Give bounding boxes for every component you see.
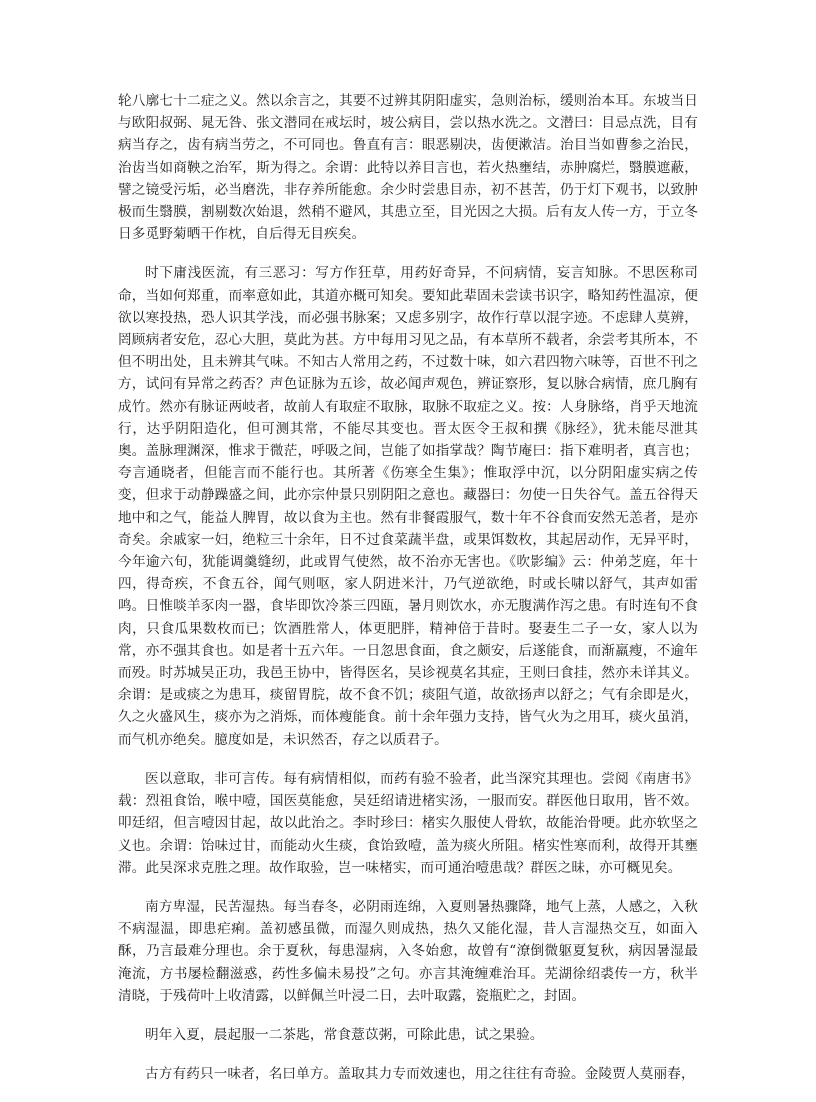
paragraph-medicine-by-insight: 医以意取，非可言传。每有病情相似，而药有验不验者，此当深究其理也。尝阅《南唐书》载：烈祖食饴，喉中噎，国医莫能愈，吴廷绍请进楮实汤，一服而安。群医他日取用，皆不效。叩廷绍，但言噎因甘起，故以此治之。李时珍曰：楮实久服使人骨软，故能治骨哽。此亦软坚之义也。余谓：饴味过甘，而能动火生痰，食饴致噎，盖为痰火所阻。楮实性寒而利，故得开其壅滞。此吴深求克胜之理。故作取验，岂一味楮实，而可通治噎患哉？群医之昧，亦可概见矣。: [118, 770, 698, 876]
paragraph-eye-disease: 轮八廓七十二症之义。然以余言之，其要不过辨其阴阳虚实，急则治标，缓则治本耳。东坡当日与欧阳叔弼、晁无咎、张文潜同在戒坛时，坡公病目，尝以热水洗之。文潜曰：目忌点洗，目有病当存之，齿有病当劳之，不可同也。鲁直有言：眼恶剔决，齿便漱洁。治目当如曹参之治民，治齿当如商鞅之治军，斯为得之。余谓：此特以养目言也，若火热壅结，赤肿腐烂，翳膜遮蔽，譬之镜受污垢，必当磨洗，非存养所能愈。余少时尝患目赤，初不甚苦，仍于灯下观书，以致肿极而生翳膜，割剔数次始退，然稍不避风，其患立至，目光因之大损。后有友人传一方，于立冬日多觅野菊晒干作枕，自后得无目疾矣。: [118, 93, 698, 243]
paragraph-next-summer-remedy: 明年入夏，晨起服一二茶匙，常食薏苡粥，可除此患，试之果验。: [145, 1026, 544, 1043]
paragraph-southern-damp-heat: 南方卑湿，民苦湿热。每当春冬，必阴雨连绵，入夏则暑热骤降，地气上蒸，人感之，入秋不病湿温，即患疟痢。盖初感虽微，而湿久则成热，热久又能化湿，昔人言湿热交互，如面入酥，乃言最难分理也。余于夏秋，每患湿病，入冬始愈，故曾有“潦倒微躯夏复秋，病因暑湿最淹流，方书屡检翻滋惑，药性多偏未易投”之句。亦言其淹缠难治耳。芜湖徐绍裘传一方，秋半清晓，于残荷叶上收清露，以鲜佩兰叶浸二日，去叶取露，瓷瓶贮之，封固。: [118, 898, 698, 1004]
paragraph-single-remedy: 古方有药只一味者，名曰单方。盖取其力专而效速也，用之往往有奇验。金陵贾人莫丽春，: [145, 1066, 695, 1083]
document-page: [118, 90, 698, 1102]
paragraph-physician-bad-habits: 时下庸浅医流，有三恶习：写方作狂草，用药好奇异，不问病情，妄言知脉。不思医称司命，当如何郑重，而率意如此，其道亦概可知矣。要知此辈固未尝读书识字，略知药性温凉，便欲以寒投热，恐人识其学浅，而必强书脉案；又虑多别字，故作行草以混字迹。不虑肆人莫辨，罔顾病者安危，忍心大胆，莫此为甚。方中每用习见之品，有本草所不载者，余尝考其所本，不但不明出处，且未辨其气味。不知古人常用之药，不过数十味，如六君四物六味等，百世不刊之方，试问有异常之药否？声色证脉为五诊，故必闻声观色，辨证察形，复以脉合病情，庶几胸有成竹。然亦有脉证两岐者，故前人有取症不取脉，取脉不取症之义。按：人身脉络，肖乎天地流行，达乎阴阳造化，但可测其常，不能尽其变也。晋太医令王叔和撰《脉经》，犹未能尽泄其奥。盖脉理渊深，惟求于微茫，呼吸之间，岂能了如指掌哉？陶节庵曰：指下难明者，真言也；夸言通晓者，但能言而不能行也。其所著《伤寒全生集》；惟取浮中沉，以分阴阳虚实病之传变，但求于动静躁盛之间，此亦宗仲景只别阴阳之意也。藏器曰：勿使一日失谷气。盖五谷得天地中和之气，能益人脾胃，故以食为主也。然有非餐霞服气，数十年不谷食而安然无恙者，是亦奇矣。余戚家一妇，绝粒三十余年，日不过食菜蔬半盘，或果饵数枚，其起居动作，无异平时，今年逾六旬，犹能调羹缝纫，此或胃气使然，故不治亦无害也。《吹影编》云：仲弟芝庭，年十四，得奇疾，不食五谷，闻气则呕，家人阴进米汁，乃气逆欲绝，时或长啸以舒气，其声如雷鸣。日惟啖羊豕肉一器，食毕即饮冷茶三四瓯，暑月则饮水，亦无腹满作泻之患。有时连旬不食肉，只食瓜果数枚而已；饮酒胜常人，体更肥胖，精神倍于昔时。娶妻生二子一女，家人以为常，亦不强其食也。如是者十五六年。一日忽思食面，食之颇安，后遂能食，而渐羸瘦，不逾年而殁。时苏城吴正功，我邑王协中，皆得医名，吴诊视莫名其症，王则曰食挂，然亦未详其义。余谓：是或痰之为患耳，痰留胃脘，故不食不饥；痰阻气道，故欲扬声以舒之；气有余即是火，久之火盛风生，痰亦为之消烁，而体瘦能食。前十余年强力支持，皆气火为之用耳，痰火虽消，而气机亦绝矣。臆度如是，未识然否，存之以质君子。: [118, 265, 698, 748]
